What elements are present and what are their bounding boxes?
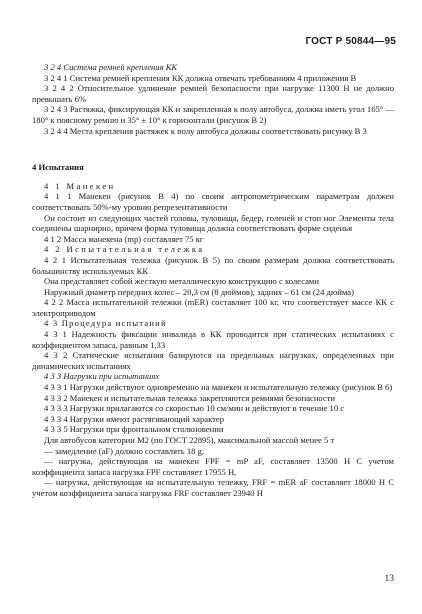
paragraph: 3 2 4 4 Места крепления растяжек к полу автобуса должны соответствовать рисунку В 3 (44, 125, 367, 136)
subsection-title: 3 2 4 Система ремней крепления КК (44, 62, 178, 72)
paragraph: 3 2 4 2 Относительное удлинение ремней безопасности при нагрузке 11300 Н не должно превышать 6% (32, 83, 394, 104)
paragraph: 3 2 4 3 Растяжка, фиксирующая КК и закрепленная к полу автобуса, должна иметь угол 165° — 180° к поясному ремню и 35° ± 10° к горизонтали (рисунок В 2) (32, 104, 394, 125)
paragraph: 4 1 2 Масса манекена (mр) составляет 75 кг (44, 233, 204, 244)
list-item: — нагрузка, действующая на испытательную тележку, FRF = mER aF составляет 18000 Н С учетом коэффициента запаса нагрузка FRF составляет 23940 Н (32, 477, 394, 498)
paragraph: 3 2 4 1 Система ремней крепления КК должна отвечать требованиям 4 приложения В (44, 72, 357, 83)
paragraph: 4 3 3 1 Нагрузки действуют одновременно на манекен и испытательную тележку (рисунок В 6) (44, 382, 393, 393)
paragraph: 4 3 1 Надежность фиксации инвалида в КК проводится при статических испытаниях с коэффициентом запаса, равным 1,33 (32, 329, 394, 350)
subsection-title: 4 1 Манекен (44, 180, 116, 191)
standard-header: ГОСТ Р 50844—95 (305, 36, 396, 47)
paragraph: 4 1 1 Манекен (рисунок В 4) по своим антропометрическим параметрам должен соответствовать 50%-му уровню репрезентативности (32, 191, 394, 212)
paragraph: 4 2 1 Испытательная тележка (рисунок В 5) по своим размерам должна соответствовать большинству используемых КК (32, 254, 394, 276)
paragraph: Наружный диаметр передних колес – 20,3 см (8 дюймов), задних – 61 см (24 дюйма) (44, 286, 354, 297)
paragraph: Для автобусов категории М2 (по ГОСТ 22895), максимальной массой менее 5 т (44, 435, 335, 445)
subsection-title: 4 3 3 Нагрузки при испытаниях (44, 371, 160, 382)
list-item: — нагрузка, действующая на манекен FPF = mP aF, составляет 13500 Н С учетом коэффициента запаса нагрузка FPF составляет 17955 Н, (32, 456, 394, 477)
paragraph: 4 3 3 3 Нагрузки прилагаются со скоростью 10 см/мин и действуют в течение 10 с (44, 403, 345, 414)
subsection-title: 4 2 Испытательная тележка (44, 244, 205, 255)
section-title: 4 Испытания (32, 162, 84, 173)
paragraph: 4 2 2 Масса испытательной тележки (mER) составляет 100 кг, что соответствует массе КК с электроприводом (32, 297, 394, 318)
paragraph: 4 3 2 Статические испытания базируются на предельных нагрузках, определенных при динамических испытаниях (32, 350, 394, 371)
paragraph: 4 3 3 4 Нагрузки имеют растягивающий характер (44, 413, 225, 424)
subsection-title: 4 3 Процедура испытаний (44, 318, 167, 329)
paragraph: 4 3 3 2 Манекен и испытательная тележка закрепляются ремнями безопасности (44, 392, 336, 403)
paragraph: Он состоит из следующих частей головы, туловища, бедер, голеней и стоп ног Элементы тела соединены шарнирно, причем форма туловища должна соответствовать форме сиденья (32, 212, 394, 234)
paragraph: 4 3 3 5 Нагрузки при фронтальном столкновении (44, 424, 224, 435)
paragraph: Она представляет собой жесткую металлическую конструкцию с колесами (44, 276, 319, 287)
document-body (32, 62, 394, 499)
list-item: — замедление (aF) должно составлять 18 g, (44, 445, 205, 456)
page-number: 13 (384, 574, 394, 584)
